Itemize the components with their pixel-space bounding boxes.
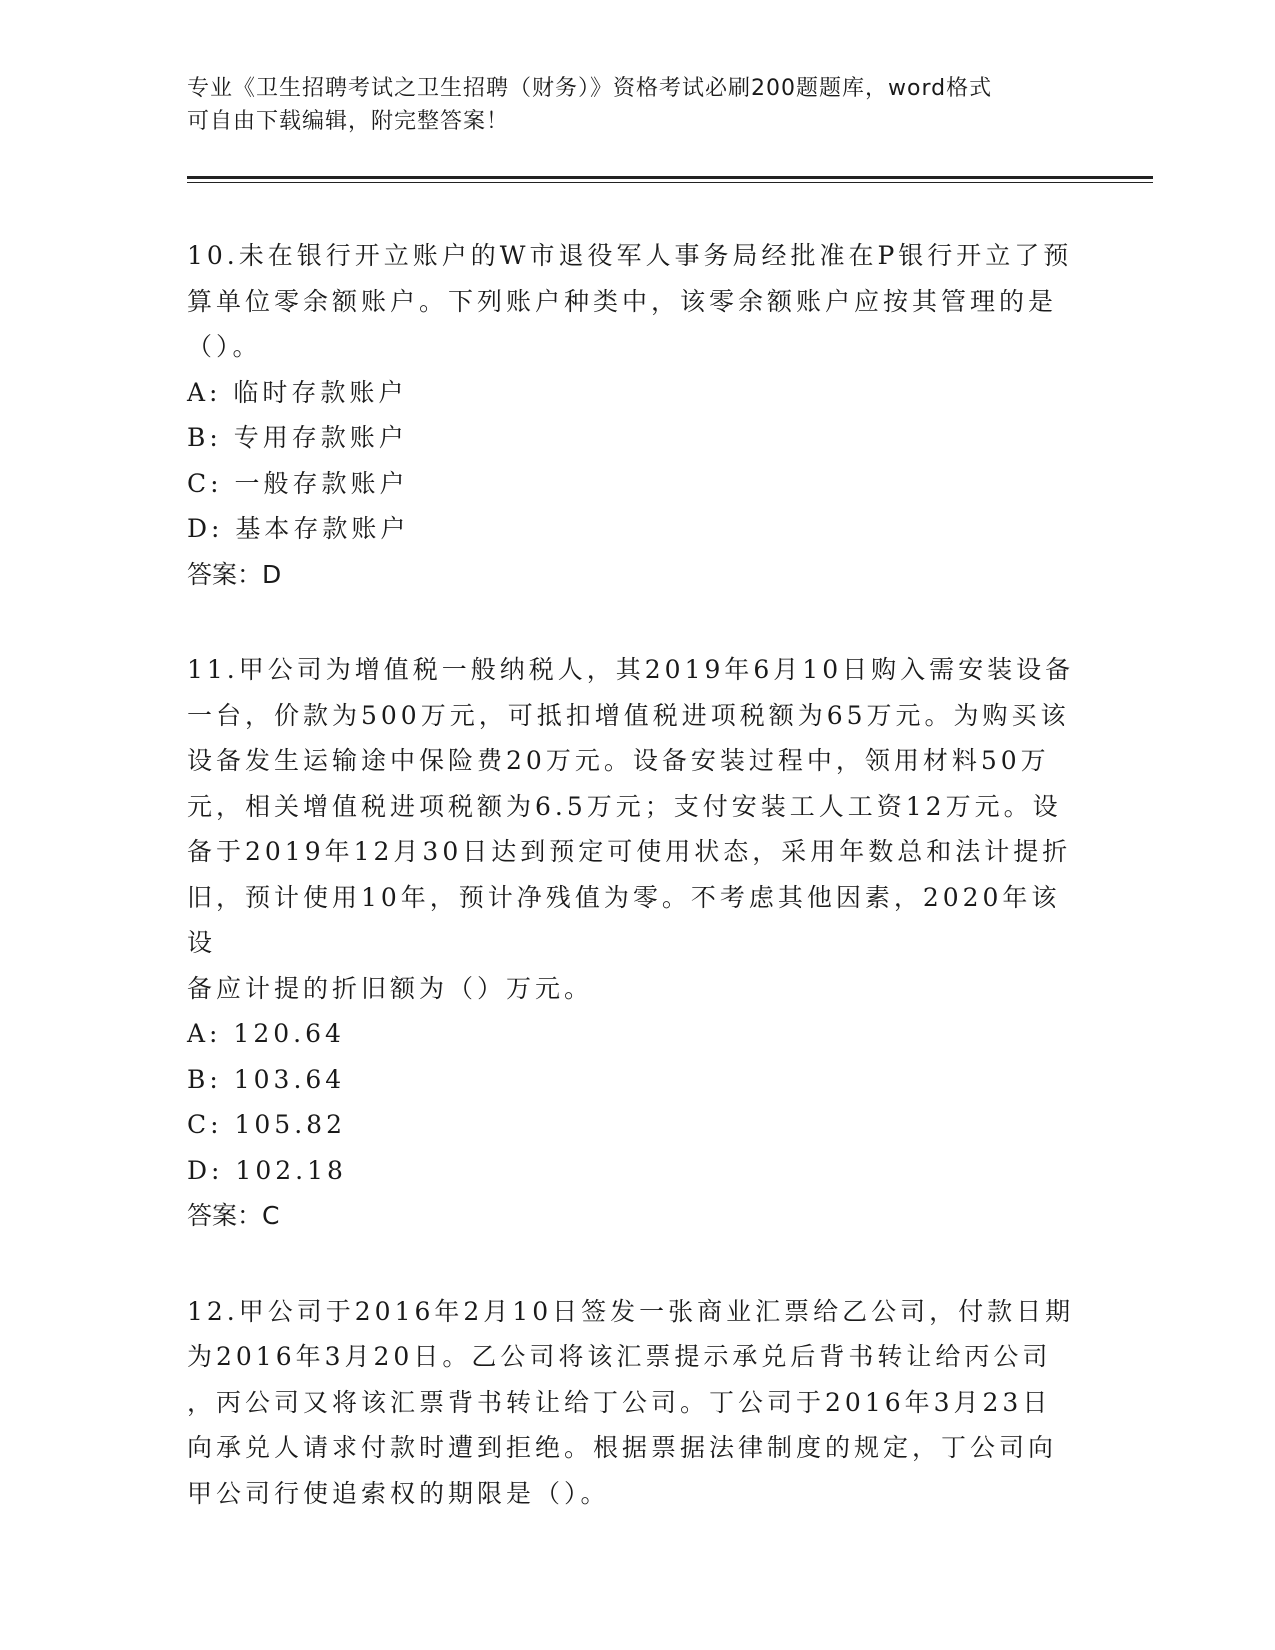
question-11: [187, 647, 1087, 1239]
question-line: 甲公司行使追索权的期限是（）。: [187, 1478, 610, 1508]
question-line: 11.甲公司为增值税一般纳税人，其2019年6月10日购入需安装设备: [187, 655, 1075, 684]
question-line: 元，相关增值税进项税额为6.5万元；支付安装工人工资12万元。设: [187, 791, 1062, 821]
option-d: D: 102.18: [187, 1155, 347, 1185]
answer: 答案：D: [187, 559, 282, 589]
option-b: B: 专用存款账户: [187, 423, 408, 452]
question-list: [187, 233, 1087, 1566]
header-line-1: 专业《卫生招聘考试之卫生招聘（财务）》资格考试必刷200题题库，word格式: [187, 76, 993, 101]
option-a: A: 120.64: [187, 1019, 345, 1048]
question-line: 向承兑人请求付款时遭到拒绝。根据票据法律制度的规定，丁公司向: [187, 1433, 1058, 1462]
option-b: B: 103.64: [187, 1064, 346, 1094]
question-line: 设备发生运输途中保险费20万元。设备安装过程中，领用材料50万: [187, 746, 1050, 775]
header-line-2: 可自由下载编辑，附完整答案！: [187, 109, 510, 134]
question-line: 算单位零余额账户。下列账户种类中，该零余额账户应按其管理的是: [187, 286, 1058, 316]
header-divider-thin: [187, 182, 1153, 183]
question-line: 备应计提的折旧额为（）万元。: [187, 973, 594, 1003]
question-line: ，丙公司又将该汇票背书转让给丁公司。丁公司于2016年3月23日: [187, 1387, 1052, 1417]
answer: 答案：C: [187, 1201, 280, 1230]
question-line: 旧，预计使用10年，预计净残值为零。不考虑其他因素，2020年该设: [187, 882, 1061, 957]
question-line: 备于2019年12月30日达到预定可使用状态，采用年数总和法计提折: [187, 837, 1072, 866]
question-12: [187, 1289, 1087, 1517]
question-line: （）。: [187, 332, 262, 361]
question-line: 一台，价款为500万元，可抵扣增值税进项税额为65万元。为购买该: [187, 700, 1070, 730]
question-line: 12.甲公司于2016年2月10日签发一张商业汇票给乙公司，付款日期: [187, 1296, 1075, 1326]
question-line: 10.未在银行开立账户的W市退役军人事务局经批准在P银行开立了预: [187, 241, 1073, 270]
document-header: [187, 72, 1067, 138]
question-line: 为2016年3月20日。乙公司将该汇票提示承兑后背书转让给丙公司: [187, 1342, 1052, 1371]
option-a: A: 临时存款账户: [187, 377, 408, 407]
option-c: C: 一般存款账户: [187, 468, 409, 498]
option-c: C: 105.82: [187, 1110, 346, 1139]
question-10: [187, 233, 1087, 597]
option-d: D: 基本存款账户: [187, 514, 410, 543]
header-divider-thick: [187, 176, 1153, 179]
